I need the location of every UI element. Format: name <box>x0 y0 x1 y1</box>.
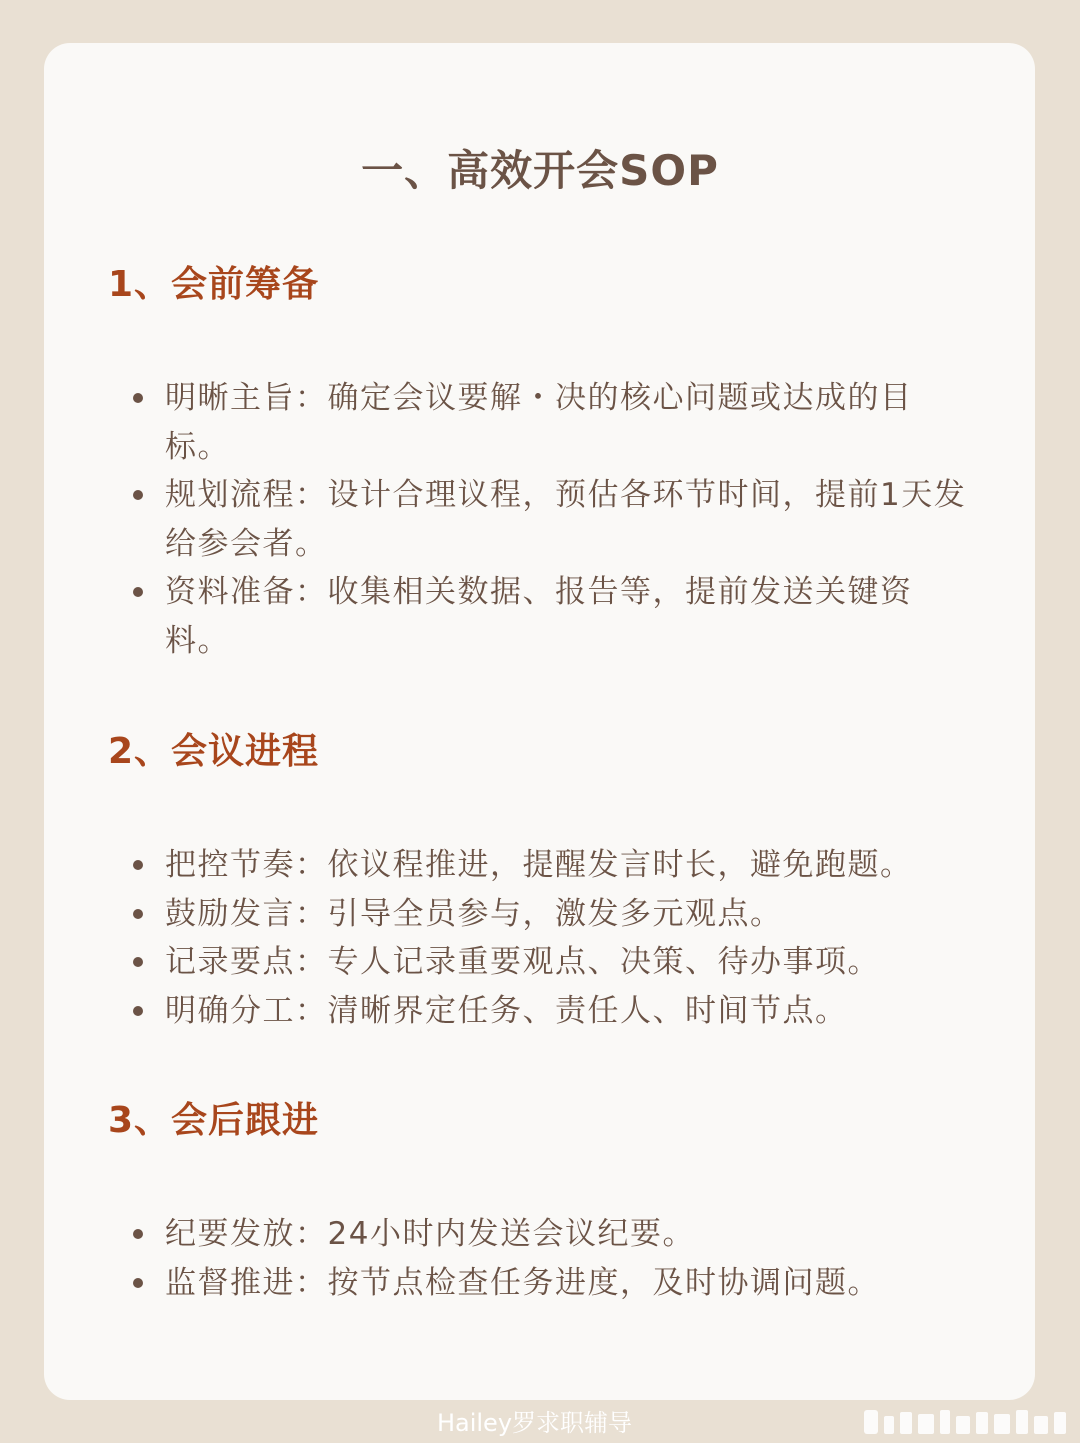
list-item-text: 纪要发放：24小时内发送会议纪要。 <box>165 1216 695 1252</box>
list-item-text: 把控节奏：依议程推进，提醒发言时长，避免跑题。 <box>165 847 913 883</box>
content-card <box>44 43 1035 1400</box>
bullet-icon <box>133 909 143 919</box>
bullet-icon <box>133 1006 143 1016</box>
list-item-text: 明晰主旨：确定会议要解・决的核心问题或达成的目标。 <box>165 380 913 465</box>
list-item-text: 明确分工：清晰界定任务、责任人、时间节点。 <box>165 992 848 1029</box>
list-item <box>130 938 975 987</box>
list-item-text: 鼓励发言：引导全员参与，激发多元观点。 <box>165 895 783 932</box>
bullet-icon <box>133 1278 143 1288</box>
list-item <box>130 568 975 665</box>
list-item-text: 记录要点：专人记录重要观点、决策、待办事项。 <box>165 944 880 980</box>
page-title: 一、高效开会SOP <box>361 146 719 195</box>
section-heading-3: 3、会后跟进 <box>108 1100 320 1141</box>
section-list-1 <box>130 374 975 665</box>
list-item <box>130 374 975 471</box>
platform-logo-icon <box>860 1404 1070 1440</box>
list-item-text: 规划流程：设计合理议程，预估各环节时间，提前1天发给参会者。 <box>165 477 967 562</box>
bullet-icon <box>133 393 143 403</box>
watermark-text: Hailey罗求职辅导 <box>436 1409 633 1437</box>
section-list-3 <box>130 1210 975 1307</box>
section-list-2 <box>130 841 975 1035</box>
list-item <box>130 890 975 939</box>
section-heading-2: 2、会议进程 <box>108 731 320 772</box>
bullet-icon <box>133 957 143 967</box>
list-item-text: 资料准备：收集相关数据、报告等，提前发送关键资料。 <box>165 574 913 659</box>
bullet-icon <box>133 860 143 870</box>
bullet-icon <box>133 1229 143 1239</box>
list-item <box>130 471 975 568</box>
list-item <box>130 1259 975 1308</box>
list-item-text: 监督推进：按节点检查任务进度，及时协调问题。 <box>165 1264 880 1301</box>
bullet-icon <box>133 587 143 597</box>
bullet-icon <box>133 490 143 500</box>
section-heading-1: 1、会前筹备 <box>108 264 320 305</box>
list-item <box>130 1210 975 1259</box>
list-item <box>130 987 975 1036</box>
list-item <box>130 841 975 890</box>
